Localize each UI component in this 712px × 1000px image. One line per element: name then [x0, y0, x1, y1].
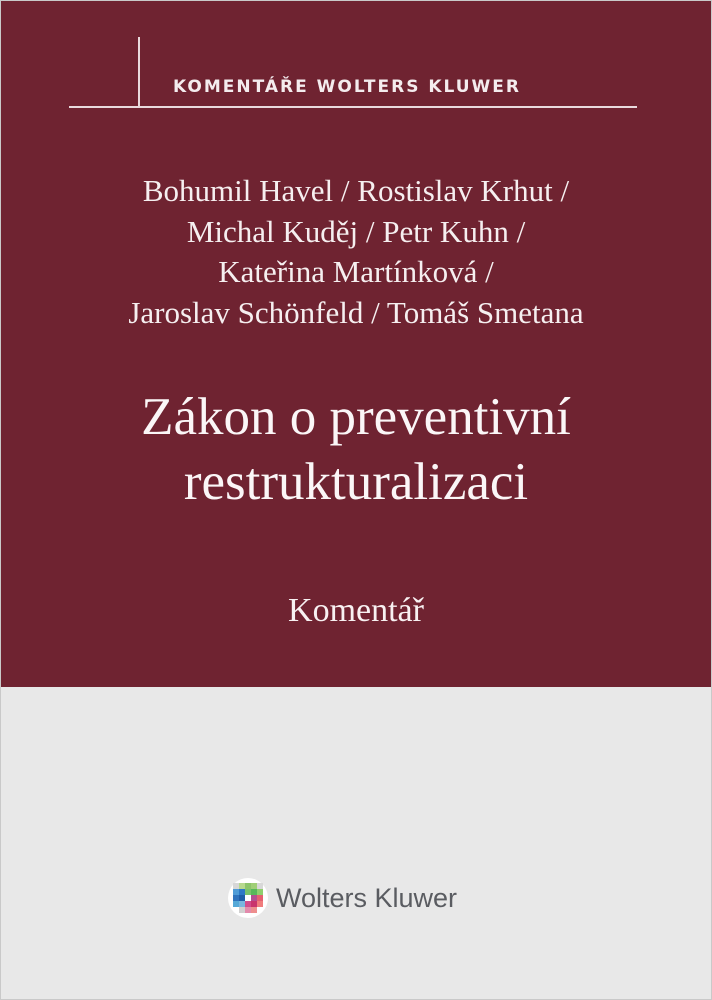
cover-top-panel	[1, 1, 711, 687]
title-line: Zákon o preventivní	[141, 388, 571, 446]
title-line: restrukturalizaci	[183, 453, 529, 511]
book-subtitle: Komentář	[288, 592, 424, 629]
publisher-name: Wolters Kluwer	[276, 882, 458, 913]
author-list	[1, 171, 711, 333]
wolters-kluwer-logo-icon	[227, 877, 269, 919]
author-line: Michal Kuděj / Petr Kuhn /	[186, 213, 526, 249]
publisher-brand	[227, 876, 457, 920]
author-line: Bohumil Havel / Rostislav Krhut /	[142, 173, 570, 208]
series-label: KOMENTÁŘE WOLTERS KLUWER	[173, 77, 522, 97]
book-title	[1, 385, 711, 515]
author-line: Jaroslav Schönfeld / Tomáš Smetana	[128, 294, 584, 330]
series-vertical-rule	[138, 37, 140, 107]
series-horizontal-rule	[69, 106, 637, 108]
cover-bottom-panel	[1, 687, 711, 999]
author-line: Kateřina Martínková /	[218, 254, 494, 289]
